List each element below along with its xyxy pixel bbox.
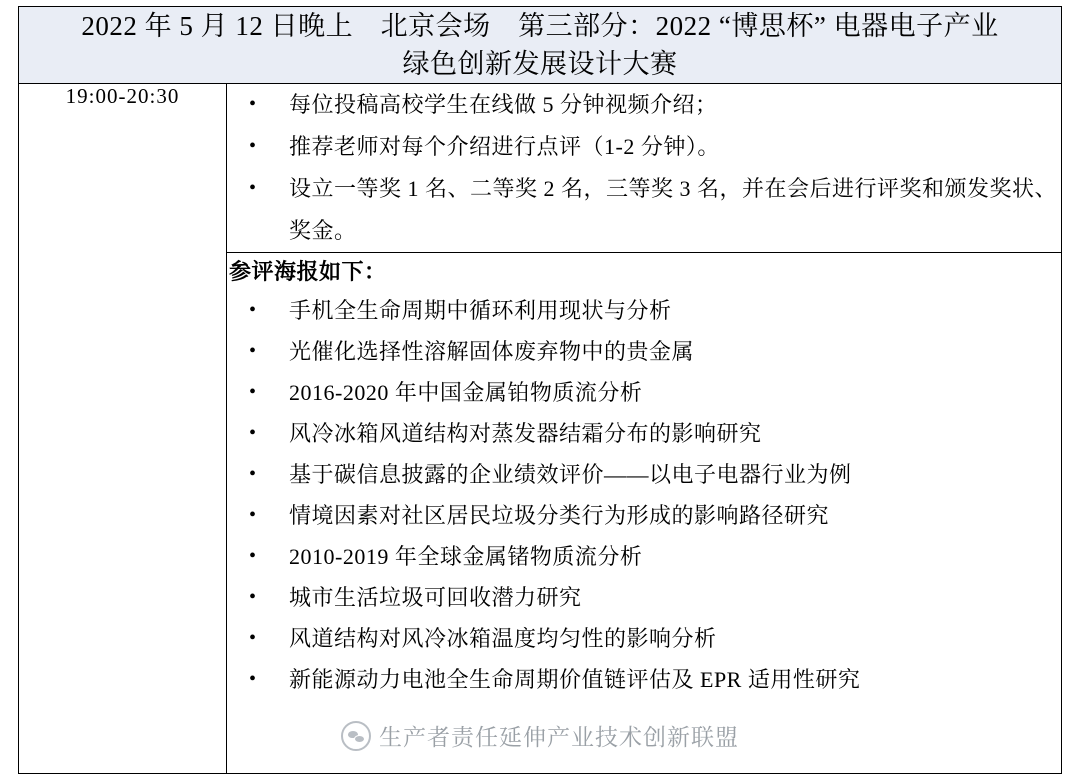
header-cell: [19, 7, 1062, 84]
document-page: [0, 6, 1080, 774]
schedule-table: [18, 6, 1062, 774]
list-item: • 推荐老师对每个介绍进行点评（1-2 分钟）。: [227, 126, 1061, 168]
list-item: • 城市生活垃圾可回收潜力研究: [227, 577, 1061, 618]
poster-section-title: 参评海报如下：: [229, 259, 387, 284]
list-item: • 2016-2020 年中国金属铂物质流分析: [227, 372, 1061, 413]
time-cell: 19:00-20:30: [19, 84, 227, 774]
list-item: • 情境因素对社区居民垃圾分类行为形成的影响路径研究: [227, 495, 1061, 536]
list-item: • 每位投稿高校学生在线做 5 分钟视频介绍；: [227, 84, 1061, 126]
table-row-agenda-top: [19, 84, 1062, 253]
wechat-icon: [341, 721, 371, 751]
header-line-1: 2022 年 5 月 12 日晚上 北京会场 第三部分：2022 “博思杯” 电器电子产业: [81, 11, 999, 41]
watermark-text: 生产者责任延伸产业技术创新联盟: [379, 724, 739, 750]
list-item: • 风冷冰箱风道结构对蒸发器结霜分布的影响研究: [227, 413, 1061, 454]
list-item: • 基于碳信息披露的企业绩效评价——以电子电器行业为例: [227, 454, 1061, 495]
list-item: • 手机全生命周期中循环利用现状与分析: [227, 290, 1061, 331]
agenda-cell-top: [227, 84, 1062, 253]
header-line-2: 绿色创新发展设计大赛: [402, 49, 678, 79]
table-row-header: [19, 7, 1062, 84]
list-item: • 2010-2019 年全球金属锗物质流分析: [227, 536, 1061, 577]
bullet-list-top: [227, 84, 1061, 252]
list-item: • 风道结构对风冷冰箱温度均匀性的影响分析: [227, 618, 1061, 659]
list-item: • 设立一等奖 1 名、二等奖 2 名，三等奖 3 名，并在会后进行评奖和颁发奖状、奖金。: [227, 168, 1061, 252]
watermark: [0, 719, 1080, 752]
poster-cell: [227, 253, 1062, 774]
bullet-list-posters: [227, 290, 1061, 700]
list-item: • 光催化选择性溶解固体废弃物中的贵金属: [227, 331, 1061, 372]
list-item: • 新能源动力电池全生命周期价值链评估及 EPR 适用性研究: [227, 659, 1061, 700]
